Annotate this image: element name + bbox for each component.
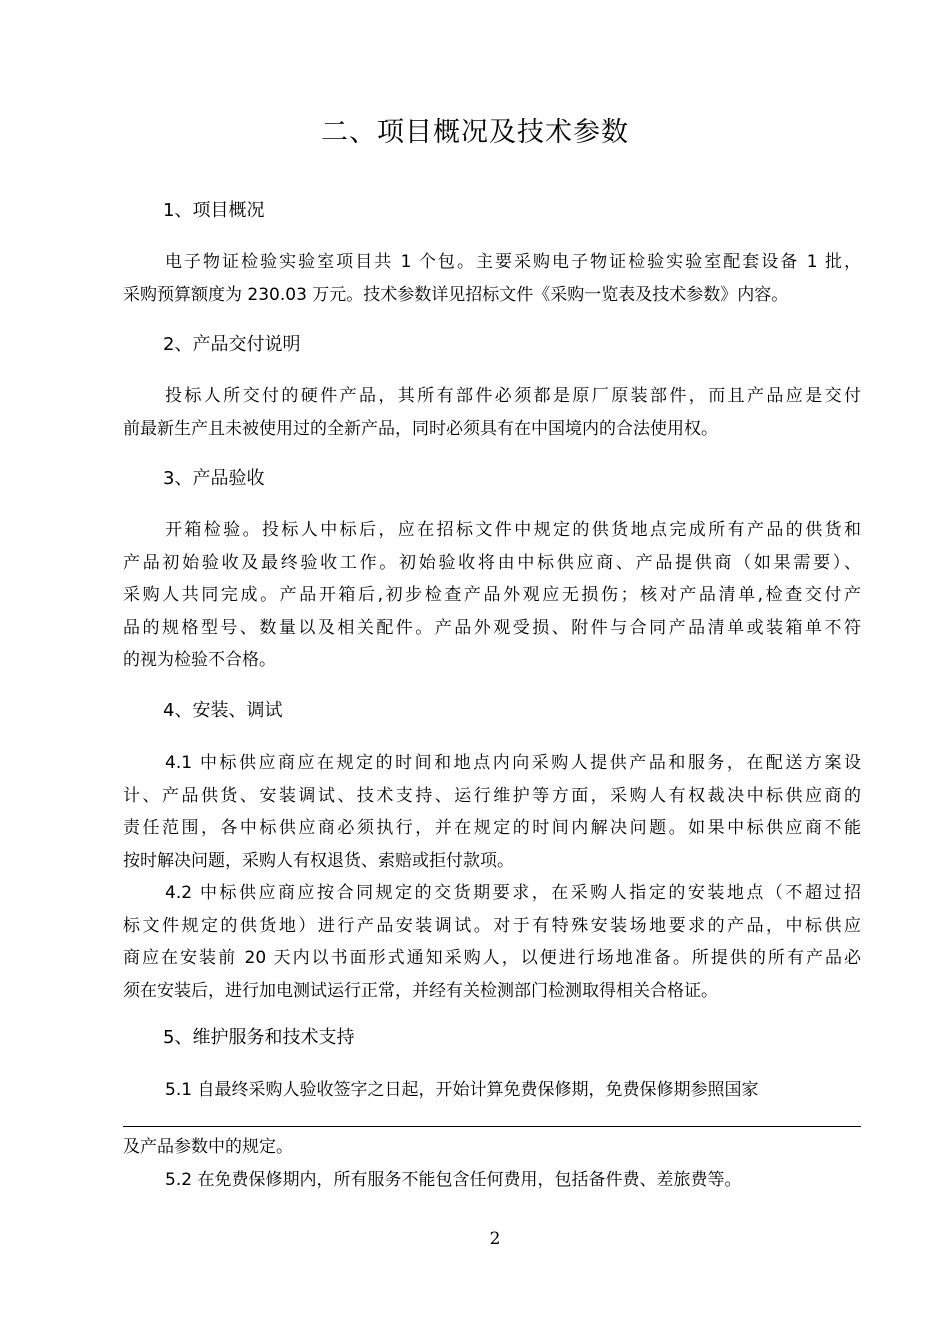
paragraph-line: 计、产品供货、安装调试、技术支持、运行维护等方面，采购人有权裁决中标供应商的	[123, 785, 861, 806]
section-paragraph-3	[123, 514, 861, 677]
footer-paragraph	[123, 1131, 861, 1196]
paragraph-line: 标文件规定的供货地）进行产品安装调试。对于有特殊安装场地要求的产品，中标供应	[123, 915, 861, 936]
paragraph-line: 4.2 中标供应商应按合同规定的交货期要求，在采购人指定的安装地点（不超过招	[165, 883, 861, 903]
paragraph-line: 按时解决问题，采购人有权退货、索赔或拒付款项。	[123, 850, 514, 871]
paragraph-line: 电子物证检验实验室项目共 1 个包。主要采购电子物证检验实验室配套设备 1 批，	[165, 252, 861, 272]
page-number: 2	[489, 1229, 501, 1249]
section-heading-1: 1、项目概况	[163, 200, 265, 221]
paragraph-line: 4.1 中标供应商应在规定的时间和地点内向采购人提供产品和服务，在配送方案设	[165, 753, 861, 773]
paragraph-line: 5.2 在免费保修期内，所有服务不能包含任何费用，包括备件费、差旅费等。	[165, 1169, 742, 1190]
section-heading-4: 4、安装、调试	[163, 700, 283, 721]
section-heading-3: 3、产品验收	[163, 468, 265, 489]
section-heading-5: 5、维护服务和技术支持	[163, 1027, 355, 1048]
section-paragraph-4	[123, 747, 861, 1007]
paragraph-line: 投标人所交付的硬件产品，其所有部件必须都是原厂原装部件，而且产品应是交付	[165, 386, 861, 406]
paragraph-line: 前最新生产且未被使用过的全新产品，同时必须具有在中国境内的合法使用权。	[123, 418, 718, 439]
paragraph-line: 采购预算额度为 230.03 万元。技术参数详见招标文件《采购一览表及技术参数》内容。	[123, 284, 789, 305]
paragraph-line: 责任范围，各中标供应商必须执行，并在规定的时间内解决问题。如果中标供应商不能	[123, 818, 861, 838]
section-paragraph-5	[123, 1074, 861, 1107]
paragraph-line: 开箱检验。投标人中标后，应在招标文件中规定的供货地点完成所有产品的供货和	[165, 520, 861, 540]
paragraph-line: 5.1 自最终采购人验收签字之日起，开始计算免费保修期，免费保修期参照国家	[165, 1080, 759, 1100]
paragraph-line: 品的规格型号、数量以及相关配件。产品外观受损、附件与合同产品清单或装箱单不符	[123, 617, 861, 638]
paragraph-line: 商应在安装前 20 天内以书面形式通知采购人，以便进行场地准备。所提供的所有产品必	[123, 948, 861, 968]
section-paragraph-1	[123, 246, 861, 311]
paragraph-line: 的视为检验不合格。	[123, 650, 276, 670]
paragraph-line: 须在安装后，进行加电测试运行正常，并经有关检测部门检测取得相关合格证。	[123, 980, 718, 1001]
page-divider	[123, 1126, 861, 1127]
paragraph-line: 采购人共同完成。产品开箱后,初步检查产品外观应无损伤；核对产品清单,检查交付产	[123, 585, 861, 605]
paragraph-line: 及产品参数中的规定。	[123, 1137, 293, 1157]
section-paragraph-2	[123, 380, 861, 445]
section-heading-2: 2、产品交付说明	[163, 334, 301, 355]
page-title: 二、项目概况及技术参数	[321, 117, 629, 148]
paragraph-line: 产品初始验收及最终验收工作。初始验收将由中标供应商、产品提供商（如果需要）、	[123, 552, 861, 573]
